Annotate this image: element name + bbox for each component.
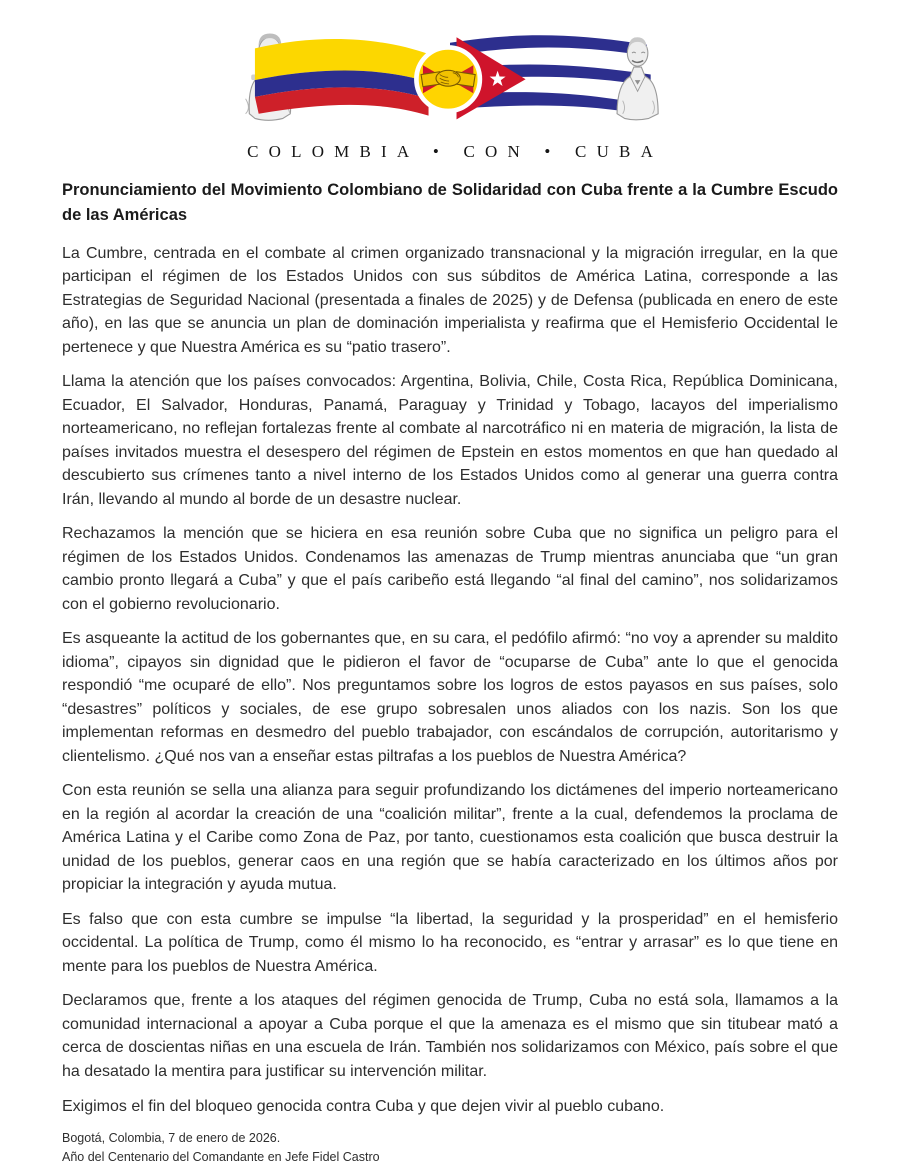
logo-wordmark: COLOMBIA • CON • CUBA — [247, 142, 664, 161]
footer-year-dedication: Año del Centenario del Comandante en Jefe Fidel Castro — [62, 1150, 380, 1165]
paragraph-summit-overview: La Cumbre, centrada en el combate al crimen organizado transnacional y la migración irregular, en la que participan el régimen de los Estados Unidos con sus súbditos de América Latina, corresponde a las Estrategias de Seguridad Nacional (presentada a finales de 2025) y de Defensa (publicada en enero de este año), en las que se anuncia un plan de dominación imperialista y reafirma que el Hemisferio Occidental le pertenece y que Nuestra América es su “patio trasero”. — [62, 244, 838, 356]
footer-place-date: Bogotá, Colombia, 7 de enero de 2026. — [62, 1131, 281, 1146]
document-body — [62, 178, 838, 1166]
document-footer — [62, 1129, 838, 1166]
letterhead — [0, 0, 900, 162]
paragraph-demand-end-blockade: Exigimos el fin del bloqueo genocida contra Cuba y que dejen vivir al pueblo cubano. — [62, 1097, 665, 1115]
paragraph-governments-attitude: Es asqueante la actitud de los gobernantes que, en su cara, el pedófilo afirmó: “no voy a aprender su maldito idioma”, cipayos sin dignidad que le pidieron el favor de “ocuparse de Cuba” ante lo que el genocida respondió “me ocuparé de ello”. Nos preguntamos sobre los logros de estos payasos en sus países, solo “desastres” políticos y sociales, de ese grupo sobresalen unos aliados con los nazis. Son los que implementan reformas en desmedro del pueblo trabajador, con escándalos de corrupción, autoritarismo y clientelismo. ¿Qué nos van a enseñar estas piltrafas a los pueblos de Nuestra América? — [62, 630, 838, 765]
colombia-con-cuba-logo — [215, 26, 685, 138]
paragraph-invited-countries: Llama la atención que los países convocados: Argentina, Bolivia, Chile, Costa Rica, República Dominicana, Ecuador, El Salvador, Honduras, Panamá, Paraguay y Trinidad y Tobago, lacayos del imperialismo norteamericano, no reflejan fortalezas frente al combate al narcotráfico ni en materia de migración, la lista de países invitados muestra el desespero del régimen de Epstein en estos momentos en que han quedado al descubierto sus crímenes tanto a nivel interno de los Estados Unidos como al generar una guerra contra Irán, llevando al mundo al borde de un desastre nuclear. — [62, 373, 838, 508]
document-title: Pronunciamiento del Movimiento Colombiano de Solidaridad con Cuba frente a la Cumbre Escudo de las Américas — [62, 181, 838, 224]
handshake-medallion-icon — [416, 47, 479, 110]
paragraph-false-prosperity: Es falso que con esta cumbre se impulse “la libertad, la seguridad y la prosperidad” en el hemisferio occidental. La política de Trump, como él mismo lo ha reconocido, es “entrar y arrasar” es lo que tiene en mente para los pueblos de Nuestra América. — [62, 910, 838, 975]
paragraph-declaration-solidarity: Declaramos que, frente a los ataques del régimen genocida de Trump, Cuba no está sola, llamamos a la comunidad internacional a apoyar a Cuba porque el que la amenaza es el mismo que sin titubear mató a cerca de doscientas niñas en una escuela de Irán. También nos solidarizamos con México, país sobre el que ha desatado la mentira para justificar su intervención militar. — [62, 992, 838, 1080]
paragraph-rejection-cuba-mention: Rechazamos la mención que se hiciera en esa reunión sobre Cuba que no significa un peligro para el régimen de los Estados Unidos. Condenamos las amenazas de Trump mientras anunciaba que “un gran cambio pronto llegará a Cuba” y que el país caribeño está llegando “al final del camino”, nos solidarizamos con el gobierno revolucionario. — [62, 525, 838, 613]
colombia-flag — [255, 39, 429, 116]
paragraph-military-coalition: Con esta reunión se sella una alianza para seguir profundizando los dictámenes del imperio norteamericano en la región al acordar la creación de una “coalición militar”, frente a la cual, defendemos la proclama de América Latina y el Caribe como Zona de Paz, por tanto, cuestionamos esta coalición que busca destruir la unidad de los pueblos, generar caos en una región que se había caracterizado en los últimos años por propiciar la integración y ayuda mutua. — [62, 782, 838, 894]
